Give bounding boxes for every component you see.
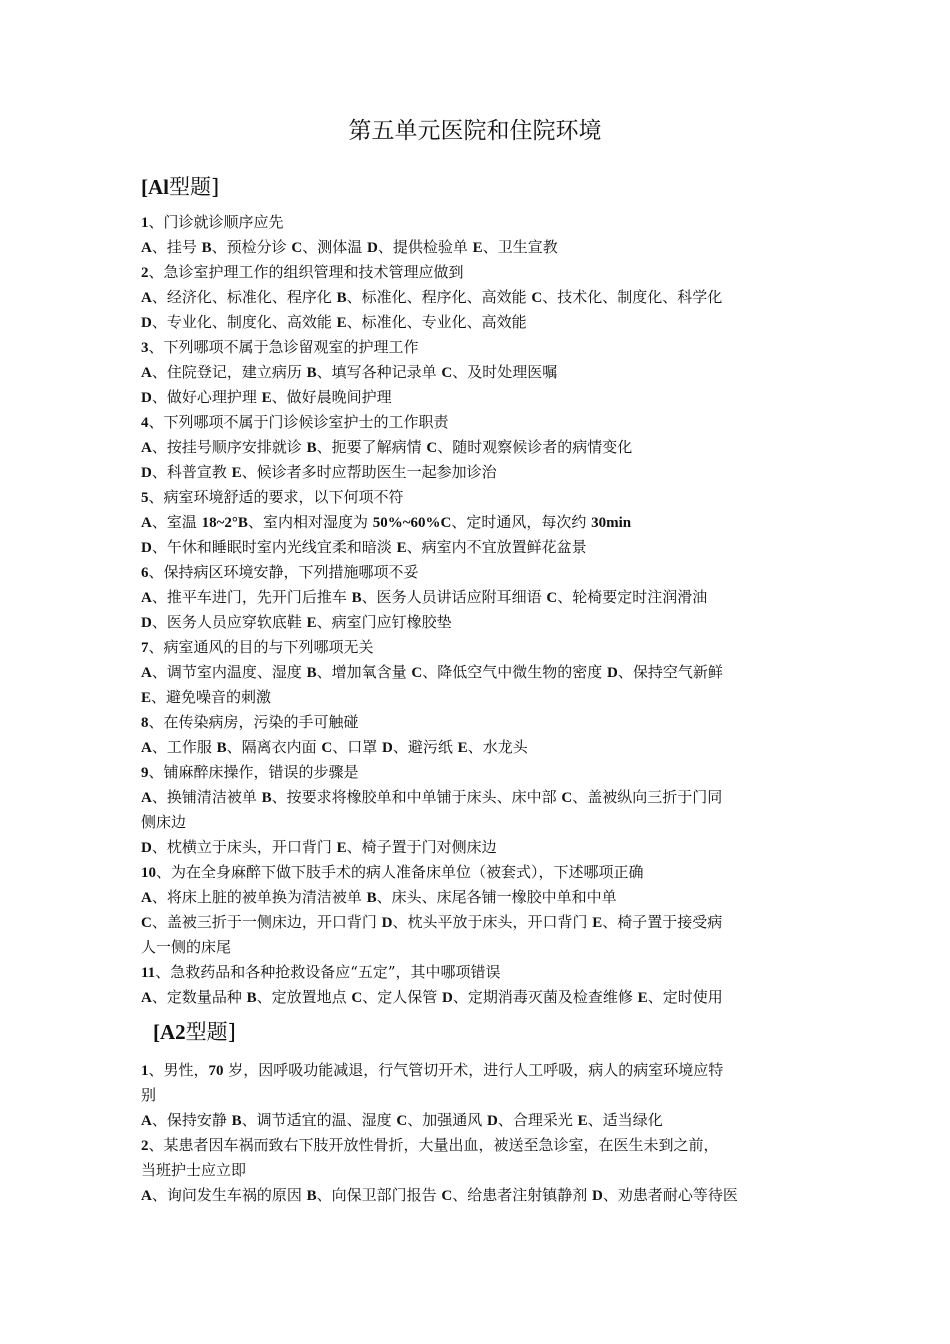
text-line <box>141 760 821 786</box>
text-run: 、避污纸 <box>392 738 458 756</box>
bold-label: 50%~60%C <box>372 515 452 531</box>
bold-label: D <box>382 740 393 756</box>
text-run: 、给患者注射镇静剂 <box>452 1186 593 1204</box>
bold-label: A <box>141 740 152 756</box>
bold-label: B <box>306 365 317 381</box>
text-run: 岁，因呼吸功能减退，行气管切开术，进行人工呼吸，病人的病室环境应特 <box>223 1061 724 1079</box>
section-heading-a1-code: [Al <box>141 175 169 199</box>
text-run: 、定期消毒灭菌及检查维修 <box>452 988 638 1006</box>
section-heading-a2 <box>153 1017 236 1047</box>
bold-label: C <box>546 590 558 606</box>
text-run: 、科普宣教 <box>151 463 232 481</box>
text-run: 侧床边 <box>141 813 187 831</box>
bold-label: B <box>336 290 347 306</box>
bold-label: B <box>366 890 377 906</box>
text-line <box>141 835 821 861</box>
text-line <box>141 535 821 561</box>
section-heading-a2-label: 型题] <box>185 1020 236 1044</box>
text-run: 、标准化、专业化、高效能 <box>346 313 527 331</box>
text-run: 、病室门应钉橡胶垫 <box>316 613 452 631</box>
text-line <box>141 985 821 1011</box>
bold-label: A <box>141 890 152 906</box>
bold-label: D <box>141 540 152 556</box>
text-run: 、适当绿化 <box>587 1111 663 1129</box>
text-run: 、住院登记，建立病历 <box>151 363 307 381</box>
text-run: 、盖被纵向三折于门同 <box>572 788 723 806</box>
bold-label: C <box>291 240 303 256</box>
bold-label: B <box>216 740 227 756</box>
bold-label: E <box>577 1113 588 1129</box>
text-line <box>141 810 821 835</box>
text-line <box>141 560 821 586</box>
bold-label: 2 <box>141 265 149 281</box>
bold-label: 6 <box>141 565 149 581</box>
bold-label: D <box>592 1188 603 1204</box>
text-run: 、枕横立于床头，开口背门 <box>151 838 337 856</box>
text-run: 、加强通风 <box>407 1111 488 1129</box>
text-run: 、椅子置于门对侧床边 <box>346 838 497 856</box>
text-run: 、做好晨晚间护理 <box>271 388 392 406</box>
text-line <box>141 1083 821 1108</box>
bold-label: C <box>351 990 363 1006</box>
bold-label: 1 <box>141 1063 149 1079</box>
text-line <box>141 410 821 436</box>
text-run: 、合理采光 <box>497 1111 578 1129</box>
bold-label: A <box>141 665 152 681</box>
text-run: 、调节室内温度、湿度 <box>151 663 307 681</box>
text-line <box>141 285 821 311</box>
bold-label: A <box>141 440 152 456</box>
bold-label: 7 <box>141 640 149 656</box>
text-line <box>141 310 821 336</box>
text-run: 、询问发生车祸的原因 <box>151 1186 307 1204</box>
bold-label: B <box>201 240 212 256</box>
bold-label: C <box>561 790 573 806</box>
text-run: 、床头、床尾各铺一橡胶中单和中单 <box>376 888 617 906</box>
bold-label: D <box>367 240 378 256</box>
bold-label: B <box>231 1113 242 1129</box>
bold-label: A <box>141 590 152 606</box>
text-run: 、标准化、程序化、高效能 <box>346 288 532 306</box>
text-run: 、轮椅要定时注润滑油 <box>557 588 708 606</box>
text-run: 、午休和睡眠时室内光线宜柔和暗淡 <box>151 538 397 556</box>
text-run: 、水龙头 <box>467 738 528 756</box>
text-line <box>141 385 821 411</box>
text-line <box>141 960 821 986</box>
bold-label: 9 <box>141 765 149 781</box>
text-run: 、病室环境舒适的要求，以下何项不符 <box>148 488 404 506</box>
bold-label: E <box>472 240 483 256</box>
bold-label: E <box>336 315 347 331</box>
text-line <box>141 685 821 711</box>
bold-label: C <box>141 915 152 931</box>
bold-label: E <box>592 915 603 931</box>
bold-label: C <box>441 365 453 381</box>
text-line <box>141 260 821 286</box>
text-run: 、铺麻醉床操作，错误的步骤是 <box>148 763 359 781</box>
bold-label: D <box>442 990 453 1006</box>
text-run: 、按挂号顺序安排就诊 <box>151 438 307 456</box>
text-run: 、在传染病房，污染的手可触碰 <box>148 713 359 731</box>
text-run: 、某患者因车祸而致右下肢开放性骨折，大量出血，被送至急诊室，在医生未到之前， <box>148 1136 719 1154</box>
text-line <box>141 235 821 261</box>
text-run: 、男性， <box>148 1061 209 1079</box>
text-run: 、提供检验单 <box>377 238 473 256</box>
text-line <box>141 885 821 911</box>
bold-label: D <box>381 915 393 931</box>
bold-label: A <box>141 290 152 306</box>
text-run: 、增加氧含量 <box>316 663 412 681</box>
text-line <box>141 360 821 386</box>
text-line <box>141 785 821 811</box>
bold-label: C <box>396 1113 408 1129</box>
bold-label: A <box>141 365 152 381</box>
bold-label: E <box>261 390 272 406</box>
bold-label: B <box>306 1188 317 1204</box>
bold-label: D <box>141 840 152 856</box>
text-run: 、劝患者耐心等待医 <box>602 1186 738 1204</box>
bold-label: E <box>231 465 242 481</box>
text-run: 、病室通风的目的与下列哪项无关 <box>148 638 374 656</box>
bold-label: C <box>411 665 423 681</box>
bold-label: B <box>306 665 317 681</box>
text-line <box>141 1133 821 1159</box>
text-run: 别 <box>141 1086 157 1104</box>
text-run: 、卫生宣教 <box>482 238 558 256</box>
text-run: 当班护士应立即 <box>141 1161 247 1179</box>
bold-label: A <box>141 990 152 1006</box>
text-run: 、填写各种记录单 <box>316 363 442 381</box>
bold-label: D <box>141 315 152 331</box>
bold-label: D <box>487 1113 498 1129</box>
text-run: 、定时通风，每次约 <box>451 513 592 531</box>
text-run: 、隔离衣内面 <box>226 738 322 756</box>
text-run: 、扼要了解病情 <box>316 438 427 456</box>
text-line <box>141 610 821 636</box>
text-run: 、定放置地点 <box>256 988 352 1006</box>
bold-label: E <box>306 615 317 631</box>
bold-label: B <box>246 990 257 1006</box>
text-run: 、换铺清洁被单 <box>151 788 262 806</box>
section-heading-a1-label: 型题] <box>169 175 220 199</box>
text-run: 、随时观察候诊者的病情变化 <box>437 438 633 456</box>
text-run: 、经济化、标准化、程序化 <box>151 288 337 306</box>
bold-label: C <box>426 440 438 456</box>
text-run: 、病室内不宜放置鲜花盆景 <box>406 538 587 556</box>
bold-label: 4 <box>141 415 149 431</box>
bold-label: 10 <box>141 865 156 881</box>
text-run: 、保持病区环境安静，下列措施哪项不妥 <box>148 563 419 581</box>
text-run: 、口罩 <box>332 738 383 756</box>
text-line <box>141 210 821 236</box>
text-run: 、保持空气新鲜 <box>617 663 723 681</box>
text-run: 、急诊室护理工作的组织管理和技术管理应做到 <box>148 263 464 281</box>
bold-label: E <box>336 840 347 856</box>
text-run: 、枕头平放于床头，开口背门 <box>392 913 593 931</box>
section-heading-a2-code: [A2 <box>153 1020 186 1044</box>
text-run: 、技术化、制度化、科学化 <box>542 288 723 306</box>
bold-label: A <box>141 240 152 256</box>
bold-label: E <box>141 690 152 706</box>
text-line <box>141 860 821 886</box>
text-line <box>141 1158 821 1183</box>
bold-label: A <box>141 1188 152 1204</box>
text-run: 、盖被三折于一侧床边，开口背门 <box>151 913 382 931</box>
text-run: 、做好心理护理 <box>151 388 262 406</box>
bold-label: A <box>141 790 152 806</box>
text-run: 、椅子置于接受病 <box>602 913 723 931</box>
text-run: 、避免噪音的刺激 <box>151 688 272 706</box>
text-run: 、定数量品种 <box>151 988 247 1006</box>
text-run: 、挂号 <box>151 238 202 256</box>
bold-label: 30min <box>591 515 632 531</box>
text-line <box>141 510 821 536</box>
text-line <box>141 585 821 611</box>
text-run: 、预检分诊 <box>211 238 292 256</box>
text-line <box>141 435 821 461</box>
text-run: 、定时使用 <box>647 988 723 1006</box>
text-line <box>141 460 821 486</box>
text-run: 、医务人员应穿软底鞋 <box>151 613 307 631</box>
text-run: 、下列哪项不属于门诊候诊室护士的工作职责 <box>148 413 449 431</box>
bold-label: C <box>441 1188 453 1204</box>
text-run: 、降低空气中微生物的密度 <box>422 663 608 681</box>
text-run: 、门诊就诊顺序应先 <box>148 213 284 231</box>
text-run: 人一侧的床尾 <box>141 938 232 956</box>
bold-label: D <box>141 465 152 481</box>
bold-label: E <box>637 990 648 1006</box>
text-run: 、工作服 <box>151 738 217 756</box>
text-run: 、为在全身麻醉下做下肢手术的病人准备床单位（被套式），下述哪项正确 <box>156 863 644 881</box>
text-run: 、及时处理医嘱 <box>452 363 558 381</box>
bold-label: B <box>351 590 362 606</box>
text-run: 、定人保管 <box>362 988 443 1006</box>
text-line <box>141 1108 821 1134</box>
text-line <box>141 635 821 661</box>
bold-label: C <box>531 290 543 306</box>
bold-label: B <box>306 440 317 456</box>
bold-label: E <box>396 540 407 556</box>
text-line <box>141 1183 821 1209</box>
section-heading-a1 <box>141 172 219 202</box>
text-run: 、候诊者多时应帮助医生一起参加诊治 <box>241 463 497 481</box>
bold-label: E <box>457 740 468 756</box>
bold-label: 2 <box>141 1138 149 1154</box>
bold-label: A <box>141 515 152 531</box>
text-line <box>141 935 821 960</box>
bold-label: 5 <box>141 490 149 506</box>
text-line <box>141 335 821 361</box>
text-line <box>141 910 821 936</box>
text-run: 、下列哪项不属于急诊留观室的护理工作 <box>148 338 419 356</box>
bold-label: 8 <box>141 715 149 731</box>
bold-label: B <box>261 790 272 806</box>
text-run: 、室内相对湿度为 <box>247 513 373 531</box>
text-line <box>141 735 821 761</box>
text-run: 、推平车进门，先开门后推车 <box>151 588 352 606</box>
text-run: 、向保卫部门报告 <box>316 1186 442 1204</box>
bold-label: D <box>607 665 618 681</box>
text-line <box>141 660 821 686</box>
bold-label: C <box>321 740 333 756</box>
text-run: 、医务人员讲话应附耳细语 <box>361 588 547 606</box>
text-run: 、急救药品和各种抢救设备应“五定”，其中哪项错误 <box>155 963 501 981</box>
document-title: 第五单元医院和住院环境 <box>348 118 602 144</box>
text-run: 、将床上脏的被单换为清洁被单 <box>151 888 367 906</box>
text-run: 、测体温 <box>302 238 368 256</box>
text-run: 、专业化、制度化、高效能 <box>151 313 337 331</box>
bold-label: 11 <box>141 965 156 981</box>
text-run: 、调节适宜的温、湿度 <box>241 1111 397 1129</box>
text-run: 、按要求将橡胶单和中单铺于床头、床中部 <box>271 788 562 806</box>
bold-label: D <box>141 615 152 631</box>
text-run: 、室温 <box>151 513 202 531</box>
bold-label: 1 <box>141 215 149 231</box>
bold-label: A <box>141 1113 152 1129</box>
bold-label: 70 <box>208 1063 224 1079</box>
bold-label: D <box>141 390 152 406</box>
text-line <box>141 710 821 736</box>
bold-label: 3 <box>141 340 149 356</box>
text-run: 、保持安静 <box>151 1111 232 1129</box>
text-line <box>141 485 821 511</box>
bold-label: 18~2°B <box>201 515 248 531</box>
text-line <box>141 1058 821 1084</box>
